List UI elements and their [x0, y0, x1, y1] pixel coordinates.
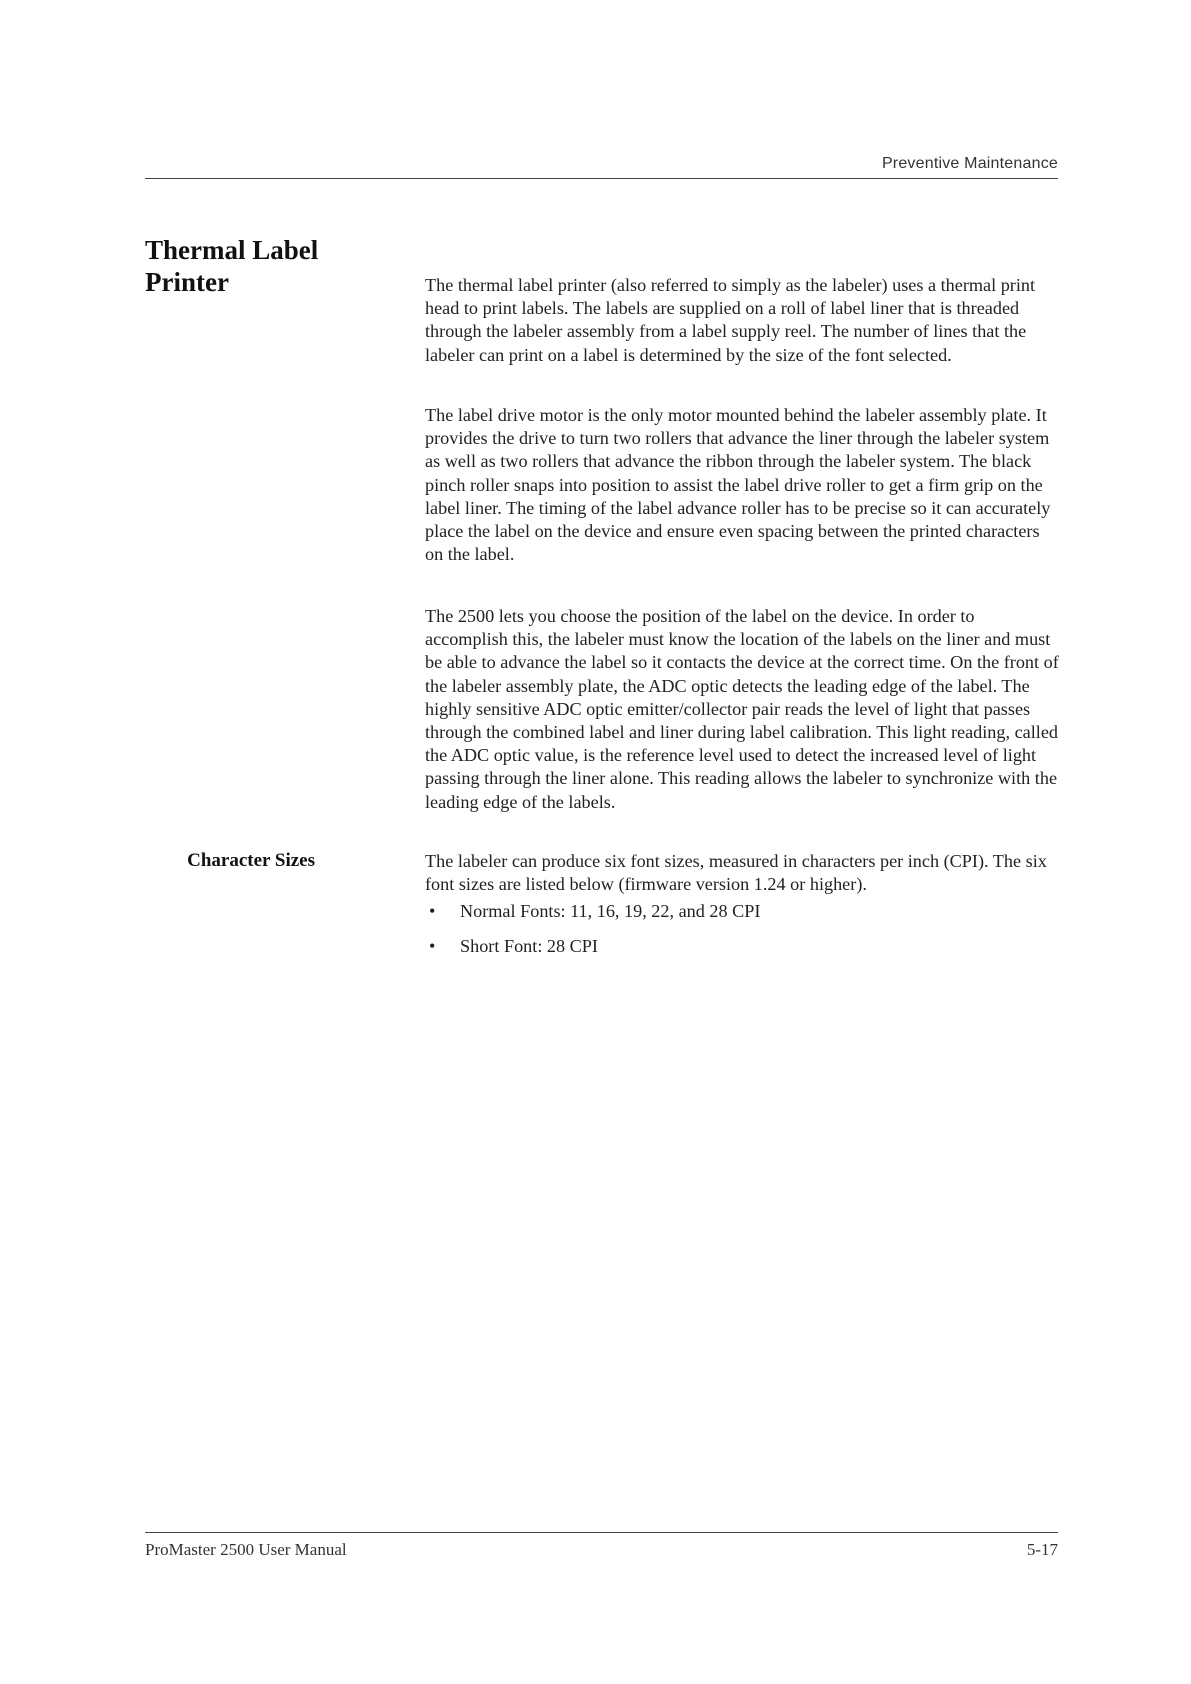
list-item — [425, 900, 1025, 923]
body-paragraph-3 — [425, 605, 1060, 814]
list-item — [425, 935, 1025, 958]
paragraph-text: The label drive motor is the only motor mounted behind the labeler assembly plate. It provides the drive to turn two rollers that advance the liner through the labeler system as well as two rollers that advance the ribbon through the labeler system. The black pinch roller snaps into position to assist the label drive roller to get a firm grip on the label liner. The timing of the label advance roller has to be precise so it can accurately place the label on the device and ensure even spacing between the printed characters on the label. — [425, 405, 1051, 565]
paragraph-text: The thermal label printer (also referred to simply as the labeler) uses a thermal print head to print labels. The labels are supplied on a roll of label liner that is threaded through the labeler assembly from a label supply reel. The number of lines that the labeler can print on a label is determined by the size of the font selected. — [425, 275, 1036, 365]
subsection-title: Character Sizes — [187, 850, 315, 871]
font-size-list — [425, 900, 1025, 970]
footer-page-number: 5-17 — [1026, 1540, 1058, 1559]
bullet-icon: • — [429, 936, 436, 957]
list-item-text: Short Font: 28 CPI — [460, 936, 598, 957]
footer-rule — [145, 1532, 1058, 1533]
body-paragraph-2 — [425, 404, 1060, 566]
section-title: Thermal Label Printer — [145, 235, 319, 297]
bullet-icon: • — [429, 901, 436, 921]
paragraph-text: The 2500 lets you choose the position of the label on the device. In order to accomplish this, the labeler must know the location of the labels on the liner and must be able to advance the label so it contacts the device at the correct time. On the front of the labeler assembly plate, the ADC optic detects the leading edge of the label. The highly sensitive ADC optic emitter/collector pair reads the level of light that passes through the combined label and liner during label calibration. This light reading, called the ADC optic value, is the reference level used to detect the increased level of light passing through the liner alone. This reading allows the labeler to synchronize with the leading edge of the labels. — [425, 606, 1059, 812]
running-header: Preventive Maintenance — [881, 155, 1058, 172]
body-paragraph-1 — [425, 274, 1060, 367]
character-sizes-paragraph — [425, 850, 1060, 896]
list-item-text: Normal Fonts: 11, 16, 19, 22, and 28 CPI — [460, 901, 761, 921]
footer-manual-title: ProMaster 2500 User Manual — [145, 1540, 347, 1559]
header-rule — [145, 178, 1058, 179]
paragraph-text: The labeler can produce six font sizes, measured in characters per inch (CPI). The six font sizes are listed below (firmware version 1.24 or higher). — [425, 851, 1047, 895]
